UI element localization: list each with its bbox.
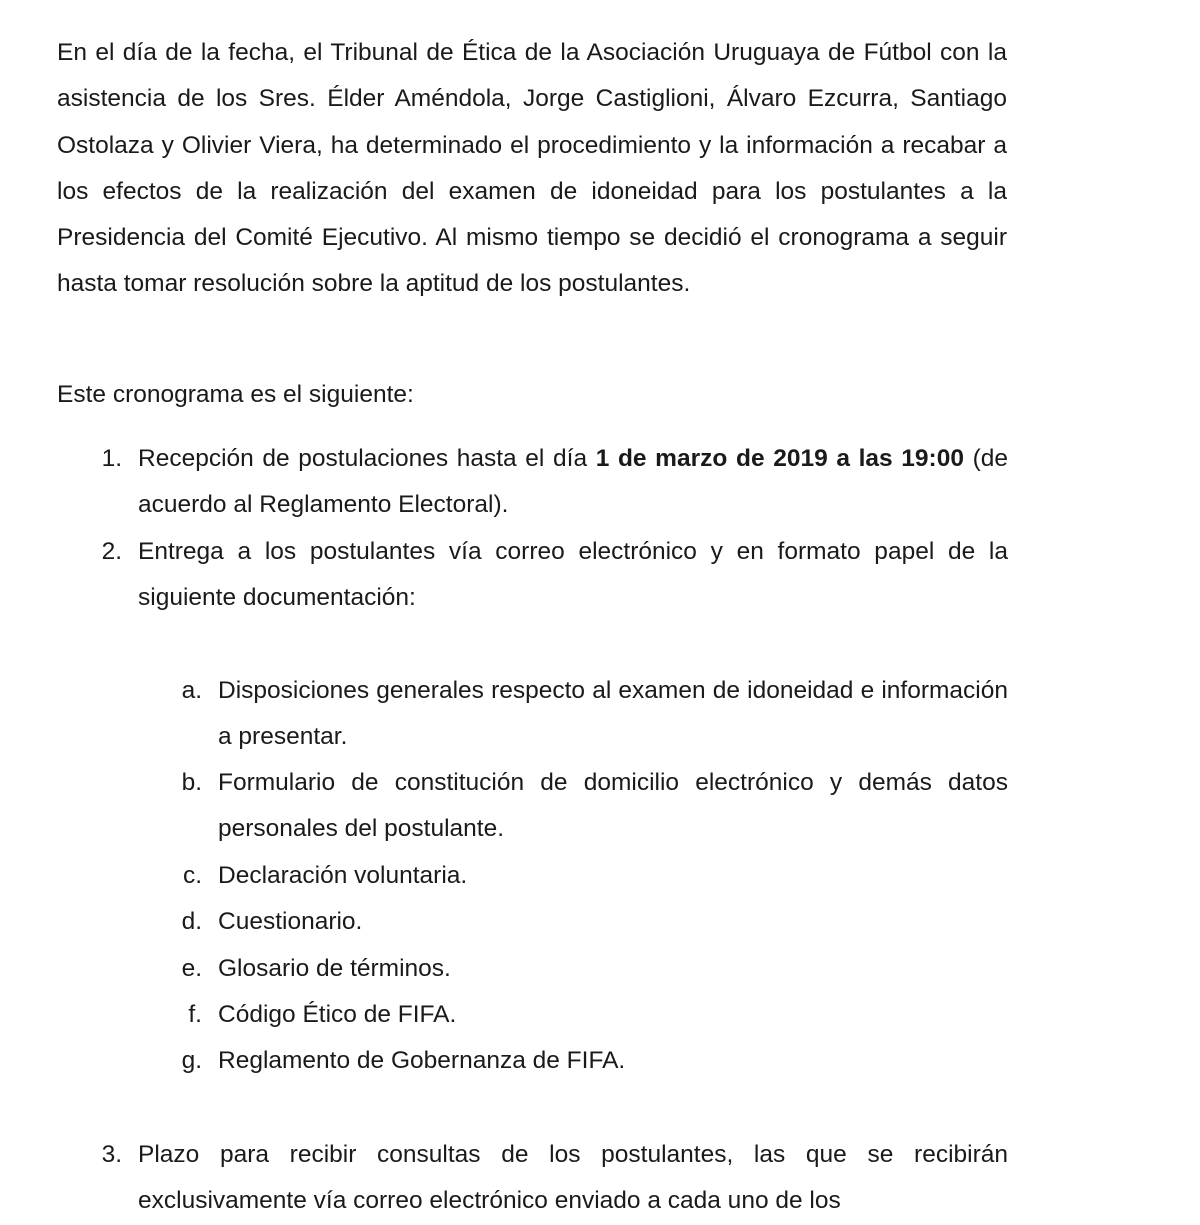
- sublist-item-letter: e.: [181, 955, 202, 982]
- list-item-3: [0, 1132, 1200, 1215]
- sublist-item-letter: d.: [181, 908, 202, 935]
- list-item-1: [0, 436, 1200, 536]
- sublist-item-c: [0, 853, 1200, 903]
- list-item-number: 1.: [101, 445, 122, 472]
- list-item-number: 3.: [101, 1141, 122, 1168]
- sublist-item-letter: g.: [181, 1047, 202, 1074]
- list-item-text: Entrega a los postulantes vía correo electrónico y en formato papel de la siguiente documentación:: [138, 538, 1008, 612]
- sublist-item-text: Reglamento de Gobernanza de FIFA.: [218, 1047, 626, 1074]
- list-item-2: [0, 529, 1200, 629]
- sublist-item-letter: f.: [188, 1001, 202, 1028]
- list-item-bold-date: 1 de marzo de 2019 a las 19:00: [595, 445, 964, 472]
- sublist-item-text: Disposiciones generales respecto al examen de idoneidad e información a presentar.: [218, 677, 1008, 751]
- sublist-item-text: Cuestionario.: [218, 908, 363, 935]
- list-item-number: 2.: [101, 538, 122, 565]
- intro-paragraph: En el día de la fecha, el Tribunal de Ética de la Asociación Uruguaya de Fútbol con la asistencia de los Sres. Élder Améndola, Jorge Castiglioni, Álvaro Ezcurra, Santiago Ostolaza y Olivier Viera, ha determinado el procedimiento y la información a recabar a los efectos de la realización del examen de idoneidad para los postulantes a la Presidencia del Comité Ejecutivo. Al mismo tiempo se decidió el cronograma a seguir hasta tomar resolución sobre la aptitud de los postulantes.: [57, 39, 1007, 298]
- sublist-item-letter: b.: [181, 769, 202, 796]
- list-item-text-part: (de acuerdo al Reglamento Electoral).: [138, 445, 1008, 519]
- sublist-item-b: [0, 760, 1200, 860]
- sublist-item-e: [0, 946, 1200, 996]
- sublist-item-letter: c.: [182, 862, 202, 889]
- sublist-item-a: [0, 668, 1200, 768]
- sublist-item-letter: a.: [181, 677, 202, 704]
- sublist-item-text: Formulario de constitución de domicilio electrónico y demás datos personales del postulante.: [218, 769, 1008, 843]
- list-item-text: Plazo para recibir consultas de los postulantes, las que se recibirán exclusivamente vía correo electrónico enviado a cada uno de los: [138, 1141, 1008, 1215]
- sublist-item-text: Glosario de términos.: [218, 955, 451, 982]
- schedule-intro: Este cronograma es el siguiente:: [57, 381, 414, 408]
- sublist-item-text: Código Ético de FIFA.: [218, 1001, 457, 1028]
- sublist-item-text: Declaración voluntaria.: [218, 862, 468, 889]
- sublist-item-g: [0, 1038, 1200, 1088]
- list-item-text: [138, 436, 1008, 529]
- sublist-item-d: [0, 899, 1200, 949]
- sublist-item-f: [0, 992, 1200, 1042]
- list-item-text-part: Recepción de postulaciones hasta el día: [138, 445, 596, 472]
